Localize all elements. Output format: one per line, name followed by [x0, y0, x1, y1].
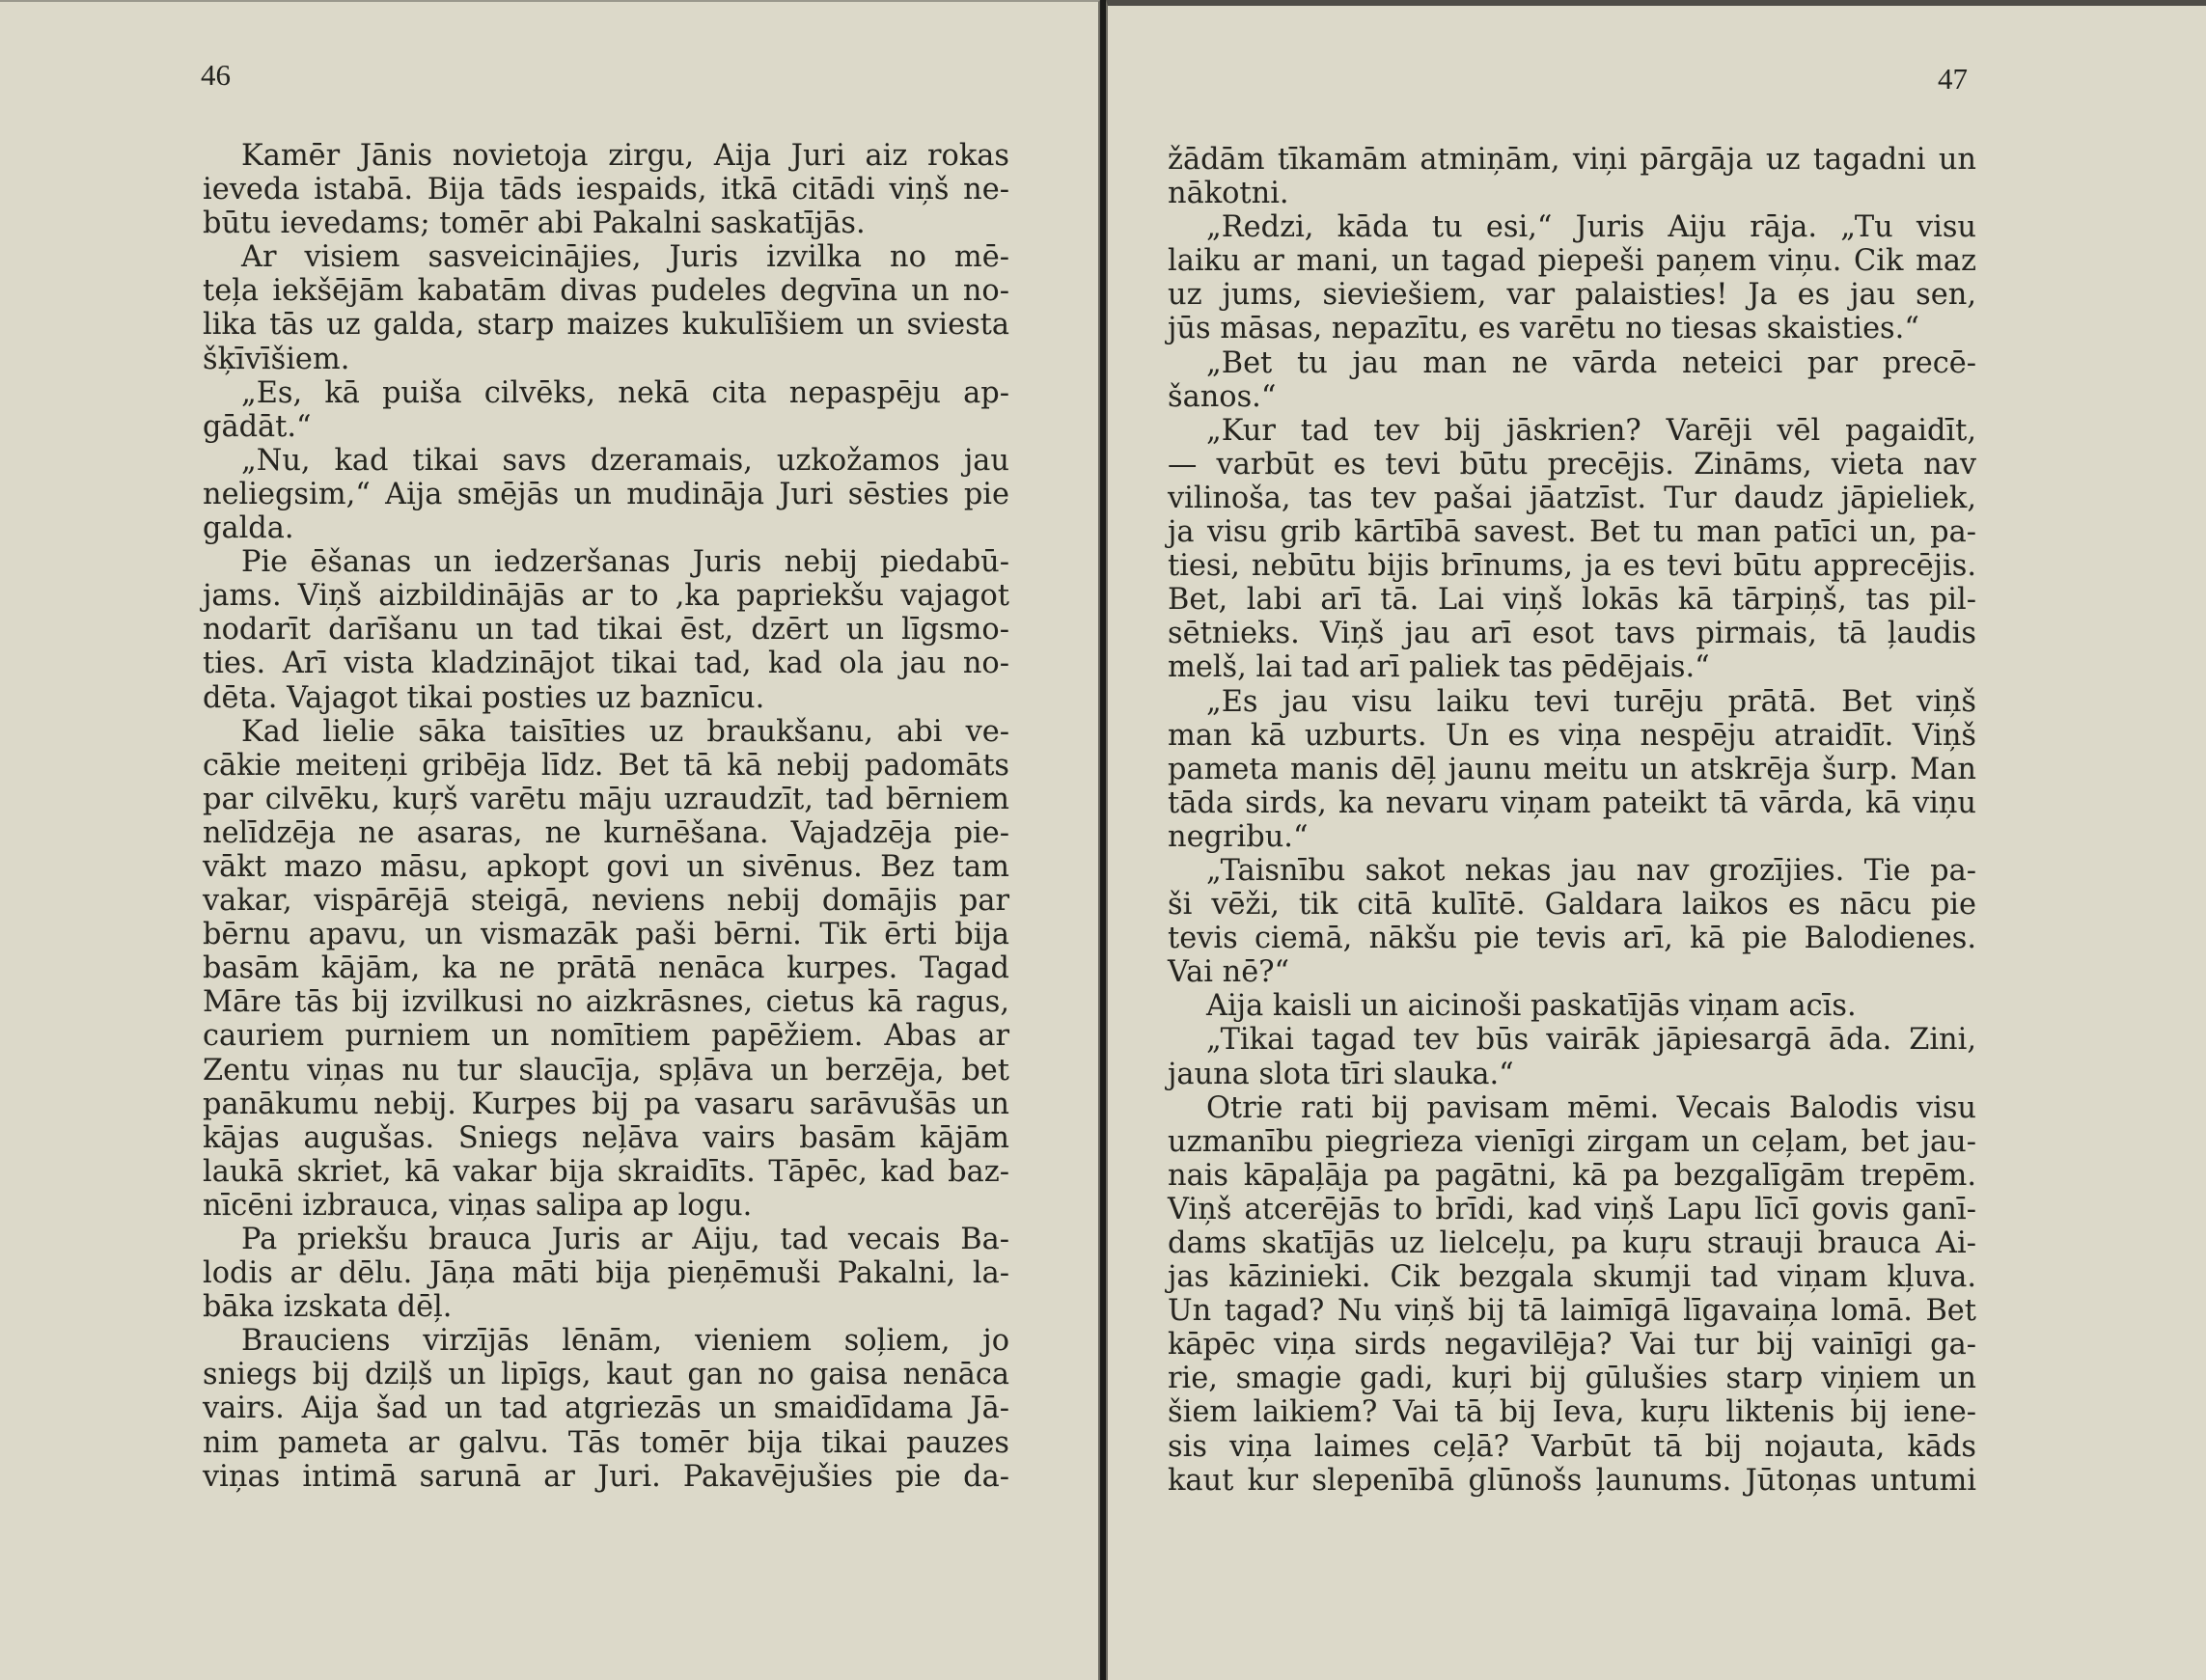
text-line: Māre tās bij izvilkusi no aizkrāsnes, cietus kā ragus, [203, 985, 1009, 1020]
text-line: šiem laikiem? Vai tā bij Ieva, kuŗu liktenis bij iene- [1168, 1395, 1976, 1430]
left-page [0, 0, 1100, 1680]
text-line: cākie meiteņi gribēja līdz. Bet tā kā nebij padomāts [203, 748, 1009, 783]
text-line: nim pameta ar galvu. Tās tomēr bija tikai pauzes [203, 1425, 1009, 1460]
text-line: nākotni. [1168, 177, 1289, 211]
text-line: Vai nē?“ [1168, 955, 1290, 990]
text-line: kāpēc viņa sirds negavilēja? Vai tur bij vainīgi ga- [1168, 1328, 1976, 1363]
text-line: galda. [203, 511, 294, 546]
text-line: „Bet tu jau man ne vārda neteici par precē- [1206, 345, 1976, 380]
text-line: laukā skriet, kā vakar bija skraidīts. Tāpēc, kad baz- [203, 1154, 1009, 1189]
text-line: kājas augušas. Sniegs neļāva vairs basām kājām [203, 1120, 1009, 1155]
text-line: gādāt.“ [203, 409, 312, 444]
text-line: par cilvēku, kuŗš varētu māju uzraudzīt, tad bērniem [203, 782, 1009, 816]
text-line: vairs. Aija šad un tad atgriezās un smaidīdama Jā- [203, 1391, 1009, 1426]
text-line: sniegs bij dziļš un lipīgs, kaut gan no gaisa nenāca [203, 1358, 1009, 1392]
text-line: ieveda istabā. Bija tāds iespaids, itkā citādi viņš ne- [203, 173, 1009, 207]
text-line: „Kur tad tev bij jāskrien? Varēji vēl pagaidīt, [1206, 413, 1976, 448]
text-line: jauna slota tīri slauka.“ [1168, 1057, 1514, 1091]
text-line: būtu ievedams; tomēr abi Pakalni saskatījās. [203, 207, 866, 241]
text-line: sētnieks. Viņš jau arī esot tavs pirmais, tā ļaudis [1168, 617, 1976, 651]
text-line: vakar, vispārējā steigā, neviens nebij domājis par [203, 884, 1009, 919]
text-line: Aija kaisli un aicinoši paskatījās viņam acīs. [1206, 989, 1857, 1024]
right-page-text [1168, 143, 1976, 1498]
text-line: jūs māsas, nepazītu, es varētu no tiesas skaisties.“ [1168, 312, 1919, 346]
text-line: laiku ar mani, un tagad piepeši paņem viņu. Cik maz [1168, 244, 1976, 279]
text-line: Brauciens virzījās lēnām, vieniem soļiem, jo [241, 1324, 1009, 1359]
text-line: melš, lai tad arī paliek tas pēdējais.“ [1168, 650, 1710, 685]
text-line: „Redzi, kāda tu esi,“ Juris Aiju rāja. „Tu visu [1206, 210, 1976, 245]
text-line: Viņš atcerējās to brīdi, kad viņš Lapu līcī govis ganī- [1168, 1192, 1976, 1226]
text-line: Pa priekšu brauca Juris ar Aiju, tad vecais Ba- [241, 1223, 1009, 1256]
text-line: neliegsim,“ Aija smējās un mudināja Juri sēsties pie [203, 477, 1009, 511]
text-line: „Taisnību sakot nekas jau nav grozījies. Tie pa- [1206, 853, 1976, 888]
text-line: Otrie rati bij pavisam mēmi. Vecais Balodis visu [1206, 1090, 1976, 1125]
text-line: šanos.“ [1168, 379, 1277, 414]
text-line: „Es jau visu laiku tevi turēju prātā. Bet viņš [1206, 684, 1976, 719]
text-line: Kad lielie sāka taisīties uz braukšanu, abi ve- [241, 714, 1009, 749]
text-line: panākumu nebij. Kurpes bij pa vasaru sarāvušās un [203, 1087, 1009, 1121]
text-line: sis viņa laimes ceļā? Varbūt tā bij nojauta, kāds [1168, 1429, 1976, 1464]
text-line: cauriem purniem un nomītiem papēžiem. Abas ar [203, 1019, 1009, 1054]
text-line: žādām tīkamām atmiņām, viņi pārgāja uz tagadni un [1168, 143, 1976, 177]
text-line: nais kāpaļāja pa pagātni, kā pa bezgalīgām trepēm. [1168, 1158, 1976, 1193]
text-line: jas kāzinieki. Cik bezgala skumji tad viņam kļuva. [1168, 1260, 1976, 1295]
text-line: „Es, kā puiša cilvēks, nekā cita nepaspēju ap- [241, 375, 1009, 410]
text-line: tiesi, nebūtu bijis brīnums, ja es tevi būtu apprecējis. [1168, 549, 1976, 584]
right-page [1106, 0, 2206, 1680]
text-line: Bet, labi arī tā. Lai viņš lokās kā tārpiņš, tas pil- [1168, 583, 1976, 618]
text-line: kaut kur slepenībā glūnošs ļaunums. Jūtoņas untumi [1168, 1463, 1976, 1498]
text-line: „Nu, kad tikai savs dzeramais, uzkožamos jau [241, 443, 1009, 478]
text-line: dēta. Vajagot tikai posties uz baznīcu. [203, 680, 765, 715]
text-line: dams skatījās uz lielceļu, pa kuŗu strauji brauca Ai- [1168, 1226, 1976, 1260]
text-line: man kā uzburts. Un es viņa nespēju atraidīt. Viņš [1168, 718, 1976, 753]
left-page-text [203, 139, 1009, 1494]
text-line: tāda sirds, ka nevaru viņam pateikt tā vārda, kā viņu [1168, 785, 1976, 820]
text-line: nelīdzēja ne asaras, ne kurnēšana. Vajadzēja pie- [203, 815, 1009, 850]
text-line: rie, smagie gadi, kuŗi bij gūlušies starp viņiem un [1168, 1362, 1976, 1396]
text-line: vākt mazo māsu, apkopt govi un sivēnus. Bez tam [203, 849, 1009, 884]
text-line: viņas intimā sarunā ar Juri. Pakavējušies pie da- [203, 1459, 1009, 1494]
text-line: Ar visiem sasveicinājies, Juris izvilka no mē- [241, 240, 1009, 275]
text-line: vilinoša, tas tev pašai jāatzīst. Tur daudz jāpieliek, [1168, 481, 1976, 515]
text-line: bērnu apavu, un vismazāk paši bērni. Tik ērti bija [203, 918, 1009, 952]
page-number-left: 46 [201, 58, 231, 92]
text-line: nīcēni izbrauca, viņas salipa ap logu. [203, 1188, 753, 1223]
text-line: pameta manis dēļ jaunu meitu un atskrēja šurp. Man [1168, 752, 1976, 786]
text-line: lodis ar dēlu. Jāņa māti bija pieņēmuši Pakalni, la- [203, 1256, 1009, 1291]
text-line: ši vēži, tik citā kulītē. Galdara laikos es nācu pie [1168, 888, 1976, 923]
text-line: ja visu grib kārtībā savest. Bet tu man patīci un, pa- [1168, 515, 1976, 550]
text-line: lika tās uz galda, starp maizes kukulīšiem un sviesta [203, 308, 1009, 343]
text-line: ties. Arī vista kladzinājot tikai tad, kad ola jau no- [203, 647, 1009, 681]
text-line: teļa iekšējām kabatām divas pudeles degvīna un no- [203, 274, 1009, 309]
text-line: bāka izskata dēļ. [203, 1290, 453, 1325]
text-line: Pie ēšanas un iedzeršanas Juris nebij piedabū- [241, 545, 1009, 580]
text-line: negribu.“ [1168, 819, 1309, 854]
text-line: jams. Viņš aizbildinājās ar to ,ka papriekšu vajagot [203, 579, 1009, 614]
text-line: Zentu viņas nu tur slaucīja, spļāva un berzēja, bet [203, 1053, 1009, 1088]
text-line: Un tagad? Nu viņš bij tā laimīgā līgavaiņa lomā. Bet [1168, 1294, 1976, 1329]
text-line: uzmanību piegrieza vienīgi zirgam un ceļam, bet jau- [1168, 1124, 1976, 1159]
text-line: Kamēr Jānis novietoja zirgu, Aija Juri aiz rokas [241, 139, 1009, 173]
page-number-right: 47 [1938, 62, 1968, 96]
text-line: — varbūt es tevi būtu precējis. Zināms, vieta nav [1168, 447, 1976, 482]
text-line: šķīvīšiem. [203, 342, 350, 376]
text-line: tevis ciemā, nākšu pie tevis arī, kā pie Balodienes. [1168, 922, 1976, 956]
text-line: nodarīt darīšanu un tad tikai ēst, dzērt un līgsmo- [203, 613, 1009, 647]
text-line: basām kājām, ka ne prātā nenāca kurpes. Tagad [203, 951, 1009, 986]
text-line: uz jums, sieviešiem, var palaisties! Ja es jau sen, [1168, 278, 1976, 313]
text-line: „Tikai tagad tev būs vairāk jāpiesargā āda. Zini, [1206, 1023, 1976, 1058]
